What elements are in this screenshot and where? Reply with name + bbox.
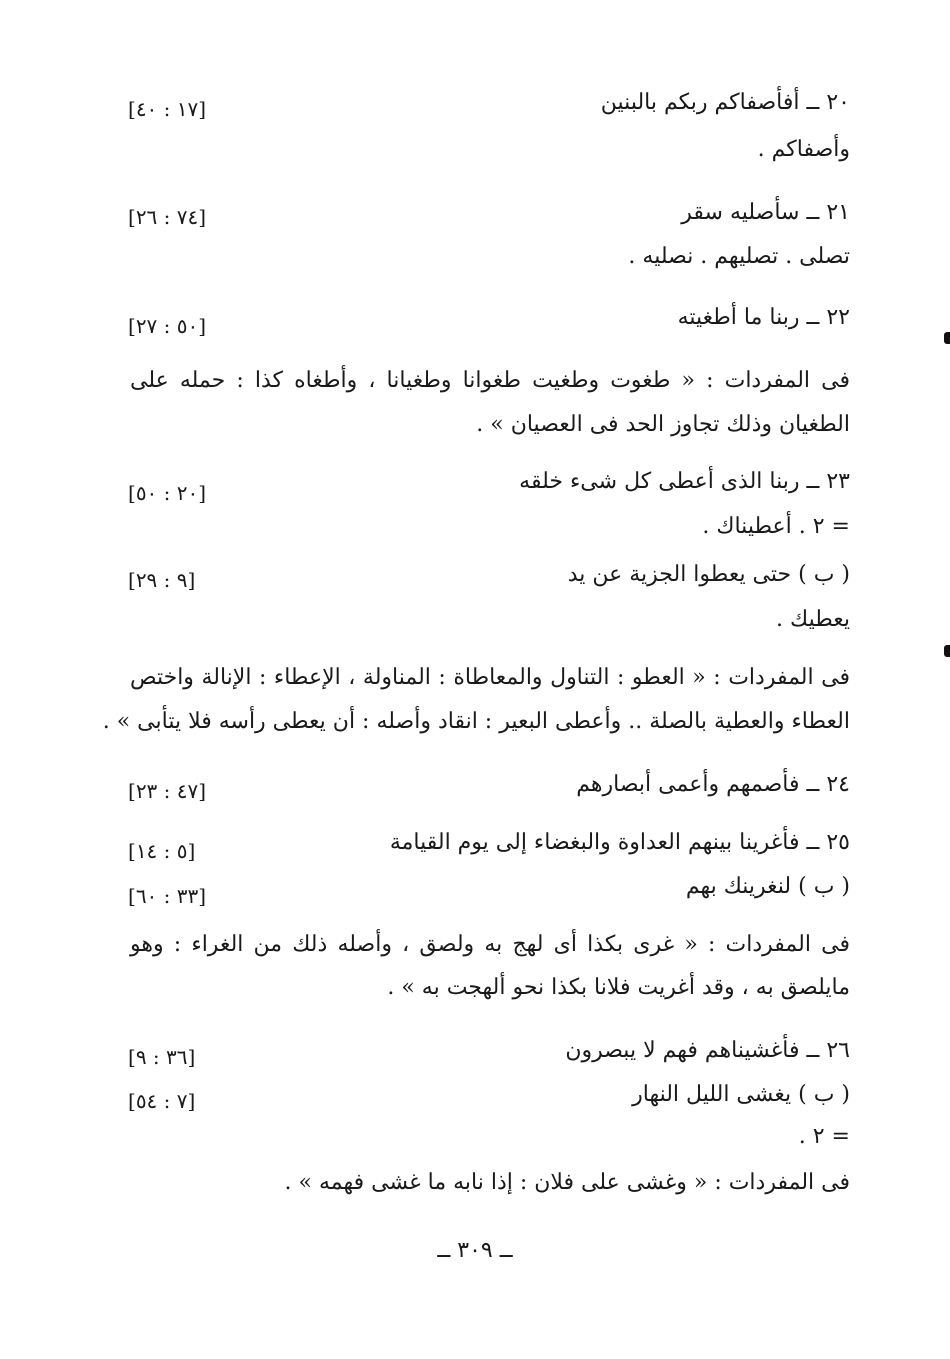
verse-reference: [٤٧ : ٢٣] bbox=[128, 779, 207, 803]
entry-26-verse: ٢٦ ــ فأغشيناهم فهم لا يبصرون bbox=[565, 1038, 850, 1063]
entry-23-commentary-line-1: فى المفردات : « العطو : التناول والمعاطاة : المناولة ، الإعطاء : الإنالة واختص bbox=[130, 665, 850, 690]
verse-reference: [١٧ : ٤٠] bbox=[128, 97, 207, 121]
verse-reference: [٧ : ٥٤] bbox=[128, 1089, 196, 1113]
verse-reference: [٧٤ : ٢٦] bbox=[128, 205, 207, 229]
entry-26-commentary: فى المفردات : « وغشى على فلان : إذا نابه ما غشى فهمه » . bbox=[284, 1170, 850, 1195]
entry-25-commentary-line-1: فى المفردات : « غرى بكذا أى لهج به ولصق ، وأصله ذلك من الغراء : وهو bbox=[130, 932, 850, 957]
page-number: ــ ٣٠٩ ــ bbox=[437, 1238, 513, 1263]
verse-reference: [٥ : ١٤] bbox=[128, 839, 196, 863]
scan-edge-mark bbox=[944, 332, 950, 344]
entry-23b-verse: ( ب ) حتى يعطوا الجزية عن يد bbox=[567, 562, 850, 587]
verse-reference: [٩ : ٢٩] bbox=[128, 568, 196, 592]
entry-23-verse: ٢٣ ــ ربنا الذى أعطى كل شىء خلقه bbox=[519, 469, 850, 494]
entry-26b-forms: = ٢ . bbox=[798, 1124, 850, 1149]
scan-edge-mark bbox=[944, 645, 950, 657]
entry-23b-forms: يعطيك . bbox=[776, 607, 850, 632]
verse-reference: [٣٣ : ٦٠] bbox=[128, 884, 207, 908]
verse-reference: [٣٦ : ٩] bbox=[128, 1045, 196, 1069]
entry-22-commentary-line-2: الطغيان وذلك تجاوز الحد فى العصيان » . bbox=[476, 412, 850, 437]
entry-25-commentary-line-2: مايلصق به ، وقد أغريت فلانا بكذا نحو ألهجت به » . bbox=[387, 975, 850, 1000]
entry-20-forms: وأصفاكم . bbox=[757, 137, 850, 162]
verse-reference: [٥٠ : ٢٧] bbox=[128, 314, 207, 338]
entry-25-verse: ٢٥ ــ فأغرينا بينهم العداوة والبغضاء إلى يوم القيامة bbox=[389, 830, 850, 855]
entry-23-commentary-line-2: العطاء والعطية بالصلة .. وأعطى البعير : انقاد وأصله : أن يعطى رأسه فلا يتأبى » . bbox=[102, 709, 850, 734]
verse-reference: [٢٠ : ٥٠] bbox=[128, 481, 207, 505]
entry-24-verse: ٢٤ ــ فأصمهم وأعمى أبصارهم bbox=[576, 772, 850, 797]
entry-21-forms: تصلى . تصليهم . نصليه . bbox=[628, 244, 850, 269]
entry-21-verse: ٢١ ــ سأصليه سقر bbox=[681, 200, 850, 225]
entry-26b-verse: ( ب ) يغشى الليل النهار bbox=[632, 1082, 850, 1107]
entry-23-forms: = ٢ . أعطيناك . bbox=[702, 514, 850, 539]
entry-20-verse: ٢٠ ــ أفأصفاكم ربكم بالبنين bbox=[600, 90, 850, 115]
entry-22-commentary-line-1: فى المفردات : « طغوت وطغيت طغوانا وطغيانا ، وأطغاه كذا : حمله على bbox=[130, 368, 850, 393]
entry-25b-verse: ( ب ) لنغرينك بهم bbox=[685, 874, 850, 899]
entry-22-verse: ٢٢ ــ ربنا ما أطغيته bbox=[677, 305, 850, 330]
